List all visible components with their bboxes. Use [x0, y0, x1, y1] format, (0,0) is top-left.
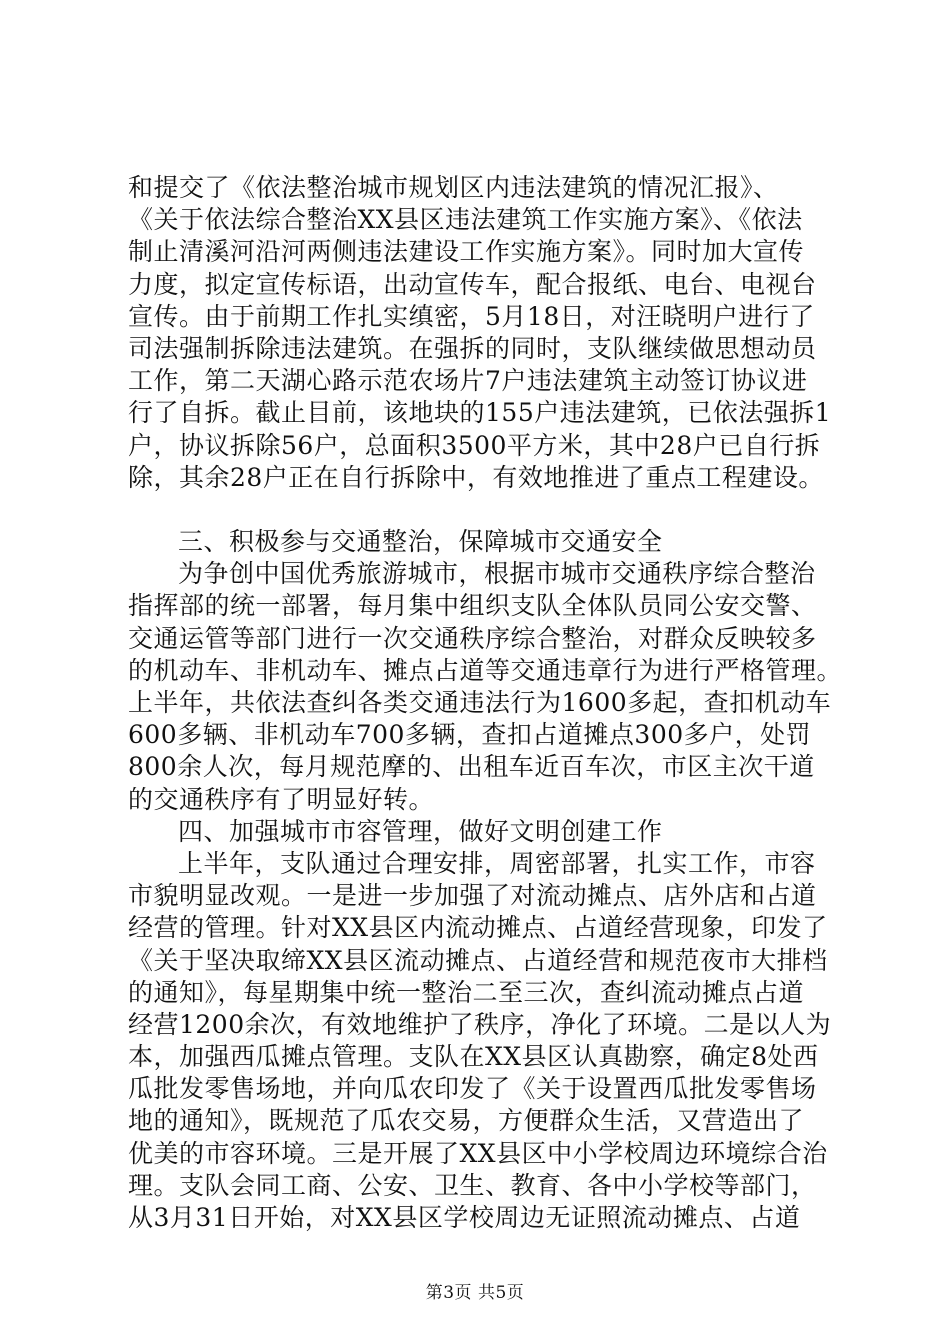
- text-line: 户，协议拆除56户，总面积3500平方米，其中28户已自行拆: [128, 430, 821, 460]
- text-line: 经营的管理。针对XX县区内流动摊点、占道经营现象，印发了: [128, 913, 828, 943]
- paragraph-spacer: [128, 494, 828, 526]
- text-line: 的交通秩序有了明显好转。: [128, 784, 435, 814]
- document-body: [128, 172, 843, 1234]
- text-line: 本，加强西瓜摊点管理。支队在XX县区认真勘察，确定8处西: [128, 1042, 819, 1072]
- text-line: 从3月31日开始，对XX县区学校周边无证照流动摊点、占道: [128, 1203, 801, 1232]
- text-line: 交通运管等部门进行一次交通秩序综合整治，对群众反映较多: [128, 623, 817, 653]
- text-line: 瓜批发零售场地，并向瓜农印发了《关于设置西瓜批发零售场: [128, 1074, 817, 1104]
- text-line: 宣传。由于前期工作扎实缜密，5月18日，对汪晓明户进行了: [128, 301, 815, 331]
- text-line: 《关于依法综合整治XX县区违法建筑工作实施方案》、《依法: [128, 205, 803, 235]
- text-line: 理。支队会同工商、公安、卫生、教育、各中小学校等部门，: [128, 1170, 817, 1200]
- section-heading-traffic: 三、积极参与交通整治，保障城市交通安全: [178, 527, 663, 557]
- text-line: 工作，第二天湖心路示范农场片7户违法建筑主动签订协议进: [128, 366, 808, 396]
- section-heading-city-appearance: 四、加强城市市容管理，做好文明创建工作: [178, 816, 663, 846]
- page-number-footer: 第3页 共5页: [425, 1283, 525, 1303]
- text-line: 经营1200余次，有效地维护了秩序，净化了环境。二是以人为: [128, 1009, 832, 1039]
- text-line: 800余人次，每月规范摩的、出租车近百车次，市区主次干道: [128, 752, 815, 782]
- text-line: 上半年，支队通过合理安排，周密部署，扎实工作，市容: [178, 848, 816, 878]
- text-line: 为争创中国优秀旅游城市，根据市城市交通秩序综合整治: [178, 559, 816, 589]
- text-line: 的机动车、非机动车、摊点占道等交通违章行为进行严格管理。: [128, 655, 843, 685]
- text-line: 市貌明显改观。一是进一步加强了对流动摊点、店外店和占道: [128, 881, 817, 911]
- paragraph-traffic: [128, 558, 843, 816]
- text-line: 行了自拆。截止目前，该地块的155户违法建筑，已依法强拆1: [128, 398, 832, 428]
- text-line: 和提交了《依法整治城市规划区内违法建筑的情况汇报》、: [128, 173, 779, 202]
- paragraph-city-appearance: [128, 848, 832, 1234]
- text-line: 力度，拟定宣传标语，出动宣传车，配合报纸、电台、电视台: [128, 269, 817, 299]
- text-line: 除，其余28户正在自行拆除中，有效地推进了重点工程建设。: [128, 462, 824, 492]
- text-line: 制止清溪河沿河两侧违法建设工作实施方案》。同时加大宣传: [128, 237, 805, 267]
- paragraph-illegal-buildings: [128, 172, 832, 494]
- text-line: 600多辆、非机动车700多辆，查扣占道摊点300多户，处罚: [128, 720, 812, 750]
- text-line: 上半年，共依法查纠各类交通违法行为1600多起，查扣机动车: [128, 688, 832, 717]
- text-line: 优美的市容环境。三是开展了XX县区中小学校周边环境综合治: [128, 1138, 828, 1168]
- text-line: 地的通知》，既规范了瓜农交易，方便群众生活，又营造出了: [128, 1106, 805, 1136]
- text-line: 《关于坚决取缔XX县区流动摊点、占道经营和规范夜市大排档: [128, 945, 828, 975]
- text-line: 司法强制拆除违法建筑。在强拆的同时，支队继续做思想动员: [128, 333, 817, 363]
- text-line: 的通知》，每星期集中统一整治二至三次，查纠流动摊点占道: [128, 977, 805, 1007]
- text-line: 指挥部的统一部署，每月集中组织支队全体队员同公安交警、: [128, 591, 817, 621]
